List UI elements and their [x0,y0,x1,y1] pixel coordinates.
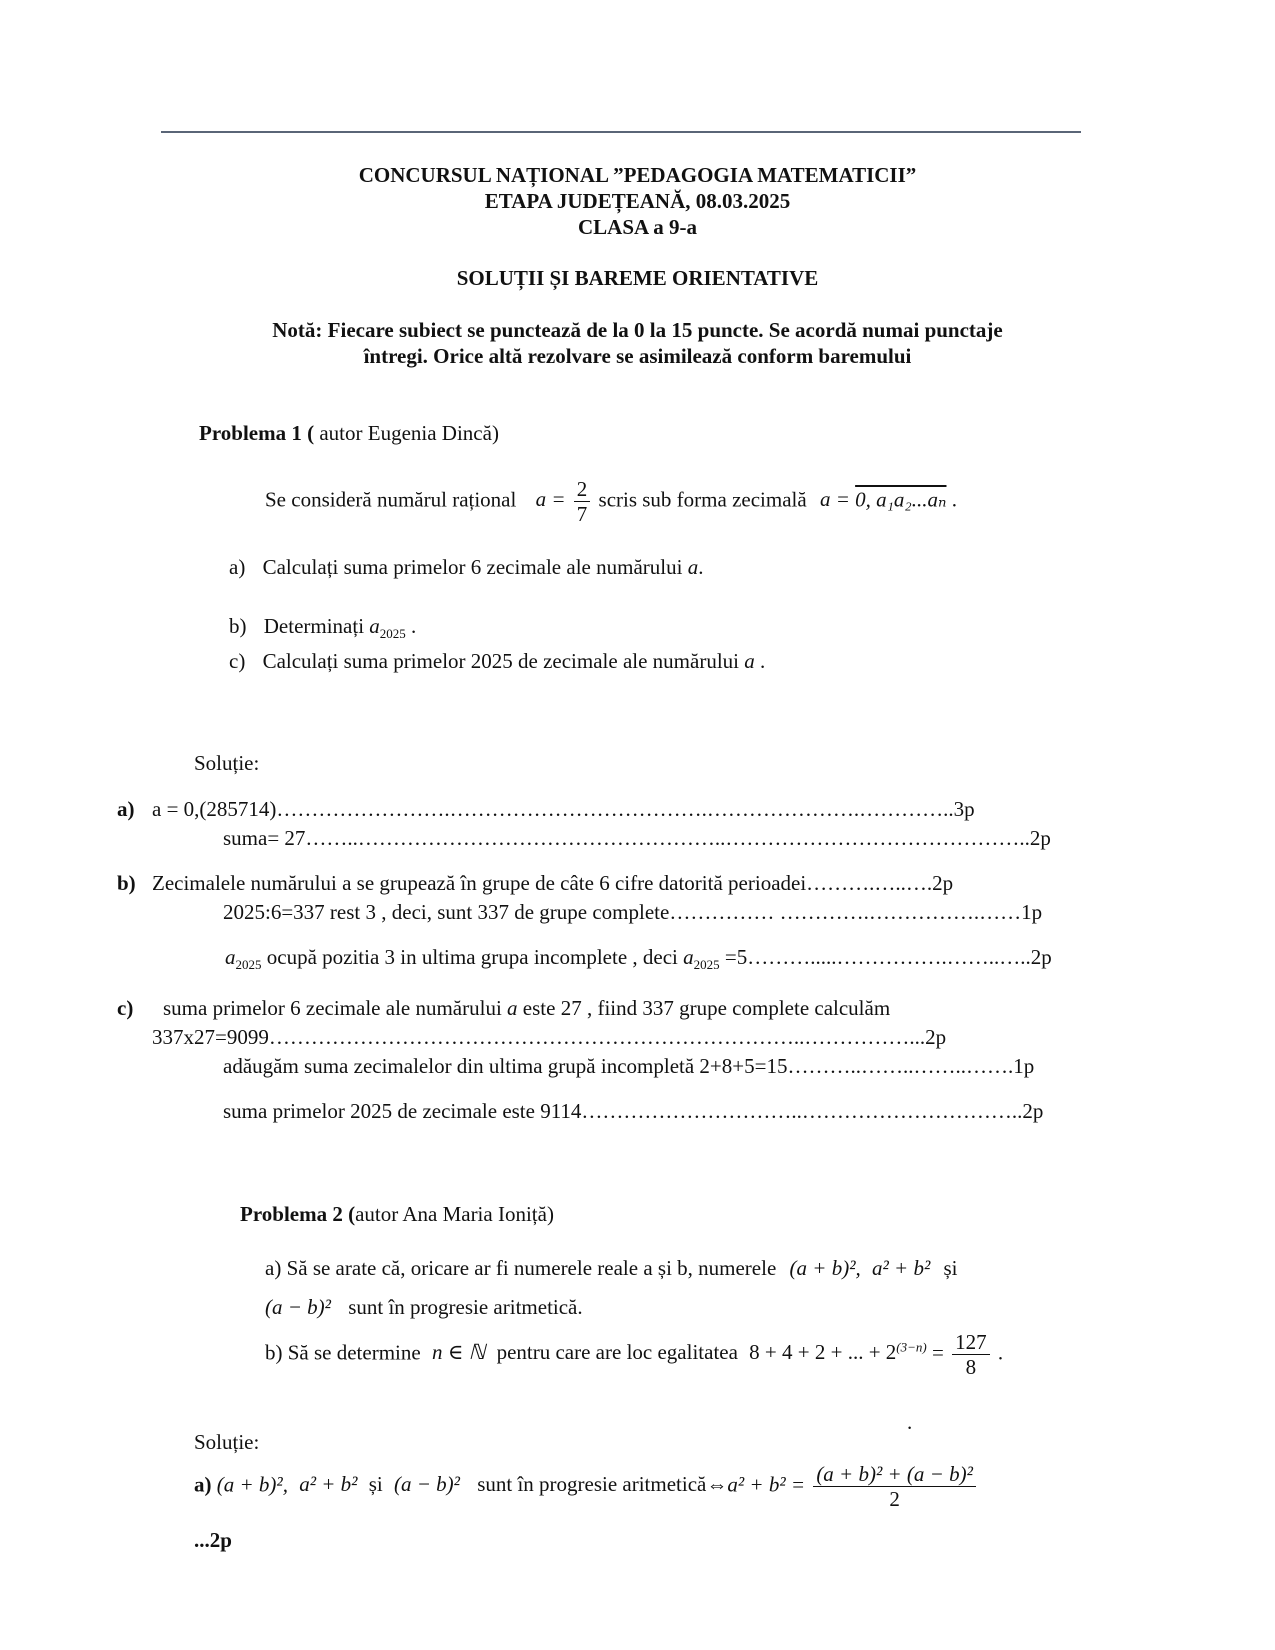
p1-qa-var: a [687,555,699,579]
sol1-c-label: c) [117,996,134,1020]
p1-question-c: c) Calculați suma primelor 2025 de zecimale ale numărului a . [229,649,766,673]
sol1-b3-mid: ocupă pozitia 3 in ultima grupa incomplete , deci [261,945,684,969]
sol2-a-label: a) [194,1472,212,1497]
p1-decimal-lhs: a = [819,487,856,512]
p1-a-eq: a = [535,487,566,512]
sol1-b3-var1: a [225,945,236,969]
p1-qc-var: a [744,649,755,673]
p1-qc-label: c) [229,649,246,673]
p2-a-expr3: (a − b)² [265,1295,331,1319]
p2-question-a-line2 [265,1295,583,1320]
p2-a-expr2: a² + b² [871,1256,931,1280]
sol2-a-den: 2 [889,1487,900,1512]
p1-question-b: b) Determinați $a_{2025}$ . [229,614,417,642]
header-rule [161,131,1081,133]
problem-1-heading [199,421,499,446]
sol2-a-lhs: a² + b² = [727,1472,806,1497]
problem-2-author: autor Ana Maria Ioniță) [355,1202,554,1226]
p1-qb-text: Determinați [263,614,365,638]
problem-1-label: Problema 1 ( [199,421,315,445]
sol1-b-label: b) [117,871,136,895]
p1-decimal-period: 0, a₁a₂...aₙ [855,487,947,512]
stray-dot: . [907,1410,913,1434]
problem-2-heading [240,1202,554,1227]
stage-title: ETAPA JUDEȚEANĂ, 08.03.2025 [484,189,791,213]
p1-frac-num: 2 [574,477,591,502]
p1-qb-label: b) [229,614,247,638]
problem-2-label: Problema 2 ( [240,1202,356,1226]
note-line-2: întregi. Orice altă rezolvare se asimilează conform baremului [363,344,912,368]
sol1-c-line1 [163,996,890,1021]
sol1-b3-var2: a [683,945,694,969]
solutions-title: SOLUȚII ȘI BAREME ORIENTATIVE [456,266,819,290]
p2-a-si: și [943,1256,958,1280]
p2-a-expr1: (a + b)², [789,1256,861,1280]
p2-b-n: n ∈ ℕ [431,1340,486,1365]
sol1-c1-post: este 27 , fiind 337 grupe complete calculăm [517,996,891,1020]
sol2-a-num: (a + b)² + (a − b)² [813,1462,976,1487]
sol2-a-iff: ⇔ [706,1472,728,1497]
note-line-1: Notă: Fiecare subiect se punctează de la 0 la 15 puncte. Se acordă numai punctaje [272,318,1003,342]
sol2-a-e3: (a − b)² [393,1472,460,1497]
p2-question-b [265,1330,1003,1379]
problem-1-author: autor Eugenia Dincă) [314,421,499,445]
sol1-a-line1: a = 0,(285714)…………………….……………………………….………………….…………..3p [152,797,975,821]
sol1-a-label: a) [117,797,135,821]
p2-b-pre: b) Să se determine [265,1340,421,1365]
sol1-c-line4: suma primelor 2025 de zecimale este 9114…………………………..…………………………..2p [223,1099,1044,1123]
sol2-a-points: ...2p [194,1528,232,1552]
p1-question-a: a) Calculați suma primelor 6 zecimale ale numărului a. [229,555,704,579]
sol1-c1-var: a [507,996,518,1020]
sol2-a-text: sunt în progresie aritmetică [477,1472,707,1497]
contest-title: CONCURSUL NAȚIONAL ”PEDAGOGIA MATEMATICII” [358,163,917,187]
sol1-b-line1: Zecimalele numărului a se grupează în grupe de câte 6 cifre datorită perioadei……….…..….2p [152,871,954,895]
p1-frac-den: 7 [576,502,588,527]
problem-1-statement [265,477,957,526]
sol2-a-line [194,1462,979,1511]
sol1-b3-end: =5……….....…………….……..…..2p [719,945,1052,969]
solution-1-title: Soluție: [194,751,260,775]
sol1-c-line3: adăugăm suma zecimalelor din ultima grupă incompletă 2+8+5=15………..……..……..…….1p [223,1054,1035,1078]
p2-question-a-line1 [265,1256,958,1281]
sol1-b3-sub1: 2025 [235,957,262,973]
p1-qa-text: Calculați suma primelor 6 zecimale ale numărului [262,555,683,579]
sol1-b-line3 [225,945,1052,973]
sol1-b-line2: 2025:6=337 rest 3 , deci, sunt 337 de grupe complete…………… ………….…………….……1p [223,900,1043,924]
p2-b-dot: . [997,1340,1004,1365]
p1-intro: Se consideră numărul rațional [265,487,517,512]
p2-b-sum: 8 + 4 + 2 + ... + 2 [749,1340,897,1365]
sol1-a-line2: suma= 27……..……………………………………………..……………………………………..2p [223,826,1051,850]
sol2-a-e1: (a + b)², [216,1472,288,1497]
p1-qa-label: a) [229,555,246,579]
class-title: CLASA a 9-a [577,215,698,239]
p1-dot: . [951,487,957,512]
sol2-a-e2: a² + b² [299,1472,358,1497]
p1-intro2: scris sub forma zecimală [598,487,807,512]
sol1-b3-sub2: 2025 [693,957,720,973]
p1-qb-var: a [369,614,380,638]
p1-qb-sub: 2025 [379,626,406,642]
p2-b-eq: = [931,1340,944,1365]
p2-a-pre: a) Să se arate că, oricare ar fi numerele reale a și b, numerele [265,1256,777,1280]
sol1-c-line2: 337x27=9099…………………………………………………………………..……………...2p [152,1025,947,1049]
solution-2-title: Soluție: [194,1430,260,1454]
p2-b-fraction [952,1330,990,1379]
p2-a-post: sunt în progresie aritmetică. [348,1295,583,1319]
sol2-a-fraction [813,1462,976,1511]
sol1-c1-pre: suma primelor 6 zecimale ale numărului [163,996,508,1020]
p2-b-exp: (3−n) [896,1339,927,1355]
p2-b-num: 127 [952,1330,990,1355]
p1-fraction [574,477,591,526]
sol2-a-si: și [368,1472,383,1497]
p1-qc-text: Calculați suma primelor 2025 de zecimale ale numărului [262,649,739,673]
p2-b-mid: pentru care are loc egalitatea [496,1340,738,1365]
p2-b-den: 8 [965,1355,977,1380]
